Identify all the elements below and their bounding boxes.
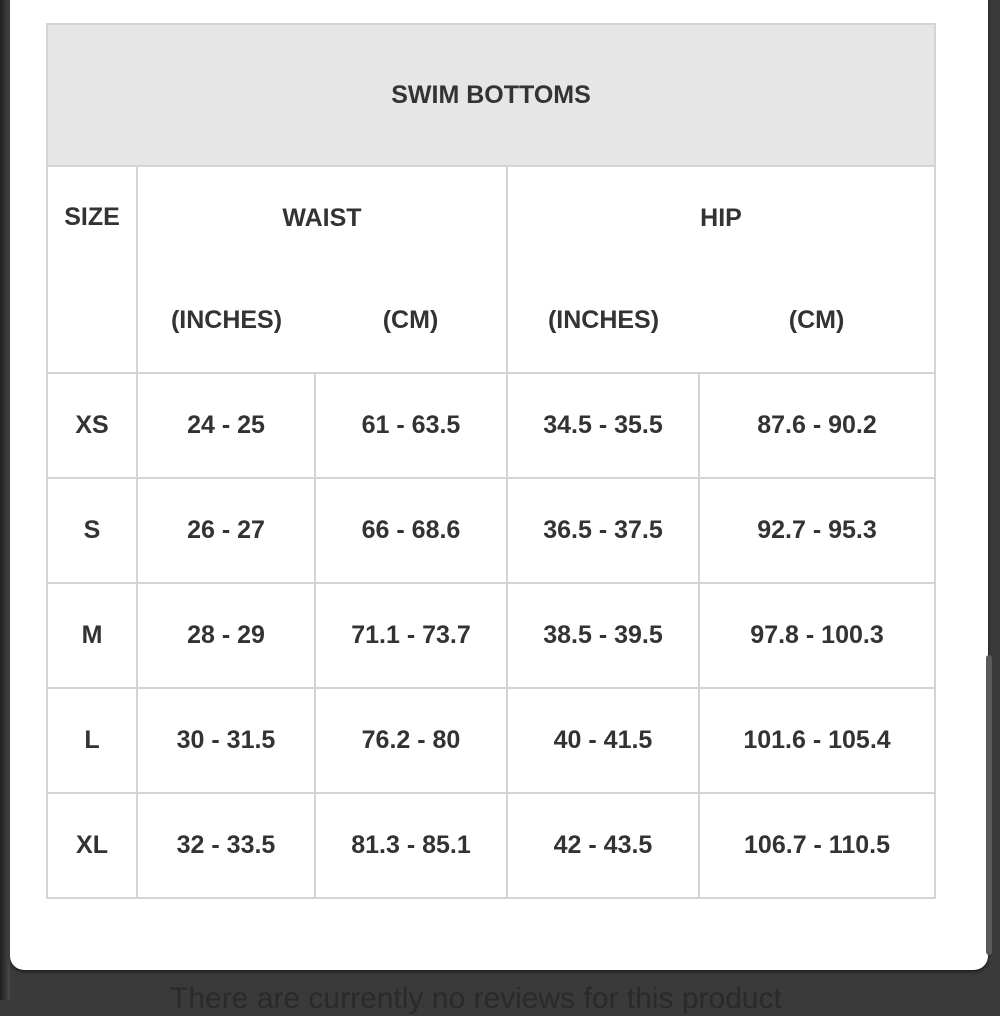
size-chart-table [46,23,936,899]
waist-cm-cell: 76.2 - 80 [315,688,507,793]
waist-inches-cell: 32 - 33.5 [137,793,315,898]
hip-cm-cell: 97.8 - 100.3 [699,583,935,688]
waist-cm-cell: 81.3 - 85.1 [315,793,507,898]
hip-inches-cell: 36.5 - 37.5 [507,478,699,583]
waist-cm-cell: 71.1 - 73.7 [315,583,507,688]
hip-cm-cell: 87.6 - 90.2 [699,373,935,478]
table-row [47,478,935,583]
size-cell: XS [47,373,137,478]
hip-inches-cell: 38.5 - 39.5 [507,583,699,688]
waist-cm-cell: 61 - 63.5 [315,373,507,478]
hip-cm-cell: 101.6 - 105.4 [699,688,935,793]
waist-inches-cell: 24 - 25 [137,373,315,478]
table-row [47,373,935,478]
hip-inches-header: (INCHES) [507,269,699,373]
size-cell: M [47,583,137,688]
hip-header: HIP [507,166,935,269]
hip-cm-cell: 92.7 - 95.3 [699,478,935,583]
table-row [47,688,935,793]
waist-header: WAIST [137,166,507,269]
table-row [47,793,935,898]
waist-cm-cell: 66 - 68.6 [315,478,507,583]
waist-inches-cell: 28 - 29 [137,583,315,688]
scrollbar-thumb[interactable] [986,655,992,955]
hip-inches-cell: 34.5 - 35.5 [507,373,699,478]
table-row [47,583,935,688]
hip-inches-cell: 42 - 43.5 [507,793,699,898]
hip-cm-cell: 106.7 - 110.5 [699,793,935,898]
waist-inches-cell: 26 - 27 [137,478,315,583]
size-cell: L [47,688,137,793]
chart-title: SWIM BOTTOMS [47,24,935,166]
waist-inches-cell: 30 - 31.5 [137,688,315,793]
waist-cm-header: (CM) [315,269,507,373]
size-cell: S [47,478,137,583]
waist-inches-header: (INCHES) [137,269,315,373]
size-header: SIZE [47,166,137,373]
reviews-message: There are currently no reviews for this product [170,982,782,1015]
background-edge [0,0,10,1000]
hip-cm-header: (CM) [699,269,935,373]
size-cell: XL [47,793,137,898]
hip-inches-cell: 40 - 41.5 [507,688,699,793]
